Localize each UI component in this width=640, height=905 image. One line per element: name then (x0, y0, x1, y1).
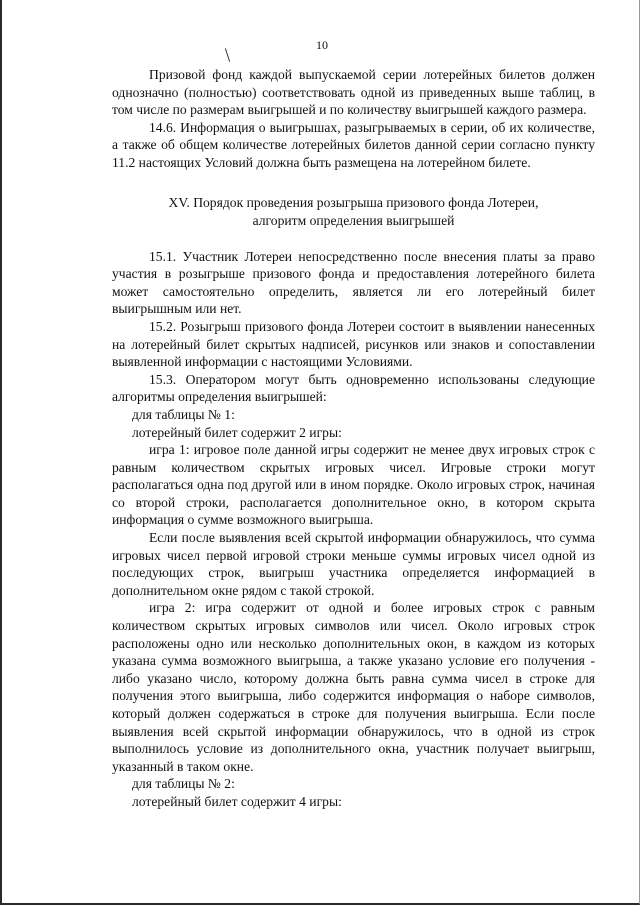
paragraph-game-2: игра 2: игра содержит от одной и более игровых строк с равным количеством скрытых игровых символов или чисел. Около игровых строк расположены одно или несколько дополнительных окон, в каждом из которых указана сумма возможного выигрыша, а также указано условие его получения - либо указано число, которому должна быть равна сумма чисел в строке для получения этого выигрыша, либо содержится информация о наборе символов, который должен содержаться в строке для получения выигрыша. Если после выявления всей скрытой информации обнаружилось, что в одной из строк выполнилось условие из дополнительного окна, участник получает выигрыш, указанный в таком окне. (112, 600, 595, 774)
paragraph-game-1: игра 1: игровое поле данной игры содержит не менее двух игровых строк с равным количеством скрытых игровых чисел. Игровые строки могут располагаться одна под другой или в ином порядке. Около игровых строк, начиная со второй строки, располагается дополнительное окно, в котором скрыта информация о сумме возможного выигрыша. (112, 442, 595, 528)
paragraph-15-1: 15.1. Участник Лотереи непосредственно после внесения платы за право участия в розыгрыше призового фонда и предоставления лотерейного билета может самостоятельно определить, является ли его лотерейный билет выигрышным или нет. (112, 248, 595, 317)
section-heading-line-2: алгоритм определения выигрышей (252, 212, 455, 228)
paragraph-14-6: 14.6. Информация о выигрышах, разыгрываемых в серии, об их количестве, а также об общем количестве лотерейных билетов данной серии согласно пункту 11.2 настоящих Условий должна быть размещена на лотерейном билете. (112, 119, 595, 170)
paragraph-ticket-2-games: лотерейный билет содержит 2 игры: (132, 424, 342, 440)
section-heading (112, 194, 595, 230)
section-heading-line-1: XV. Порядок проведения розыгрыша призового фонда Лотереи, (168, 194, 539, 210)
page-number: 10 (316, 38, 328, 52)
paragraph-prize-fund: Призовой фонд каждой выпускаемой серии лотерейных билетов должен однозначно (полностью) соответствовать одной из приведенных выше таблиц, в том числе по размерам выигрышей и по количеству выигрышей каждого размера. (112, 67, 595, 118)
paragraph-15-3: 15.3. Оператором могут быть одновременно использованы следующие алгоритмы определения выигрышей: (112, 371, 595, 405)
document-body (112, 66, 595, 811)
paragraph-game-1-result: Если после выявления всей скрытой информации обнаружилось, что сумма игровых чисел первой игровой строки меньше суммы игровых чисел одной из последующих строк, выигрыш участника определяется информацией в дополнительном окне рядом с такой строкой. (112, 530, 595, 598)
paragraph-table-1: для таблицы № 1: (132, 406, 235, 422)
paragraph-table-2: для таблицы № 2: (132, 776, 235, 792)
paragraph-ticket-4-games: лотерейный билет содержит 4 игры: (132, 793, 342, 809)
paragraph-15-2: 15.2. Розыгрыш призового фонда Лотереи состоит в выявлении нанесенных на лотерейный билет скрытых надписей, рисунков или знаков и сопоставлении выявленной информации с настоящими Условиями. (112, 318, 595, 370)
